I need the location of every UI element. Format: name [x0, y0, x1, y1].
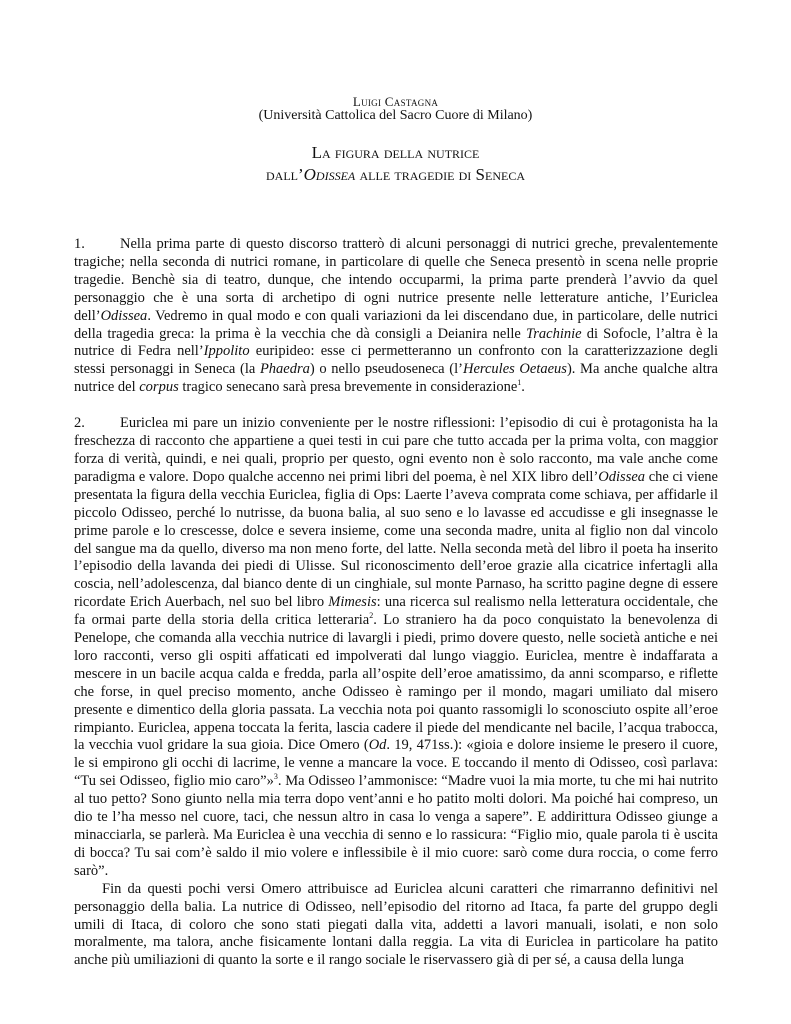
title-line-1: La figura della nutrice	[311, 143, 480, 162]
text-run: .	[521, 379, 525, 396]
footnote-ref: 3	[273, 772, 278, 782]
italic-term: Phaedra	[259, 361, 310, 378]
text-run: Euriclea mi pare un inizio conveniente per le nostre riflessioni: l’episodio di cui è protagonista ha la freschezza di racconto che appartiene a quei testi in cui pare che tutto accada per la prima volta, con maggior forza di verità, quindi, e nei quali, proprio per questo, ogni evento non è solo racconto, ma vale anche come paradigma e valore. Dopo qualche accenno nei primi libri del poema, è nel XIX libro dell’	[74, 415, 718, 485]
text-run: . 19, 471ss.): «gioia e dolore insieme le presero il cuore, le si empirono gli occhi di lacrime, le venne a mancare la voce. E toccando il mento di Odisseo, così parlava: “Tu sei Odisseo, figlio mio caro”»	[74, 737, 719, 790]
title-odissea: Odissea	[303, 165, 356, 184]
text-run: . Lo straniero ha da poco conquistato la benevolenza di Penelope, che comanda alla vecchia nutrice di lavargli i piedi, primo dovere questo, nelle società antiche e nei loro racconti, verso gli ospiti affaticati ed impolverati dal lungo viaggio. Euriclea, mentre è indaffarata a mescere in un bacile acqua calda e fredda, parla all’ospite dell’eroe amatissimo, da anni scomparso, e riflette che forse, in quel preciso momento, anche Odisseo è ramingo per il mondo, magari umiliato dal misero presente e dimentico della gloria passata. La vecchia nota poi quanto rassomigli lo sconosciuto ospite all’eroe rimpianto. Euriclea, appena toccata la ferita, lascia cadere il piede del mendicante nel bacile, l’acqua trabocca, la vecchia vuol gridare la sua gioia. Dice Omero (	[74, 612, 719, 754]
italic-term: Odissea	[100, 307, 148, 324]
author-affiliation: (Università Cattolica del Sacro Cuore di Milano)	[258, 108, 533, 123]
section-2	[74, 415, 718, 881]
section-text	[74, 415, 718, 879]
text-run: ) o nello pseudoseneca (l’	[309, 361, 463, 378]
italic-term: Od	[368, 737, 387, 754]
title-line-2-suffix: alle tragedie di Seneca	[355, 165, 526, 184]
section-number: 2.	[74, 415, 85, 432]
text-run: . Ma Odisseo l’ammonisce: “Madre vuoi la mia morte, tu che mi hai nutrito al tuo petto? Sono giunto nella mia terra dopo vent’anni e ho patito molti dolori. Ma poiché hai compreso, un dio te l’ha messo nel cuore, taci, che nessun altro in casa lo venga a sapere”. E addirittura Odisseo giunge a minacciarla, se parlerà. Ma Euriclea è una vecchia di senno e lo rassicura: “Figlio mio, quale parola ti è uscita di bocca? Tu sai com’è saldo il mio volere e inflessibile è il mio cuore: sarò come dura roccia, o come ferro sarò”.	[74, 773, 718, 879]
footnote-ref: 2	[369, 611, 374, 621]
continuation-paragraph: Fin da questi pochi versi Omero attribuisce ad Euriclea alcuni caratteri che rimarranno definitivi nel personaggio della balia. La nutrice di Odisseo, nell’episodio del ritorno ad Itaca, fa parte del gruppo degli umili di Itaca, di coloro che sono stati piegati dalla vita, addetti a lavori manuali, isolati, e non solo moralmente, ma talora, anche fisicamente lontani dalla reggia. La vita di Euriclea in particolare ha patito anche più umiliazioni di quanto la sorte e il rango sociale le riservassero già di per sé, a causa della lunga	[74, 880, 718, 969]
italic-term: Mimesis	[328, 594, 377, 611]
text-run: Nella prima parte di questo discorso tratterò di alcuni personaggi di nutrici greche, prevalentemente tragiche; nella seconda di nutrici romane, in particolare di quelle che Seneca presentò in scena nelle proprie tragedie. Benchè sia di teatro, dunque, che intendo occuparmi, la prima parte prenderà l’avvio da quel personaggio che è una sorta di archetipo di ogni nutrice presente nelle letterature antiche, l’Euriclea dell’	[74, 236, 718, 324]
section-number: 1.	[74, 236, 85, 252]
footnote-ref: 1	[517, 378, 522, 388]
title-line-2-prefix: dall’	[265, 165, 304, 184]
text-run: ). Ma anche qualche altra nutrice del	[74, 361, 718, 396]
italic-term: Odissea	[598, 468, 646, 485]
text-run: di Sofocle, l’altra è la nutrice di Fedra nell’	[74, 325, 718, 360]
title-line-2	[0, 164, 791, 186]
text-run: euripideo: esse ci permetteranno un confronto con la caratterizzazione degli stessi personaggi in Seneca (la	[74, 343, 718, 378]
italic-term: Hercules Oetaeus	[462, 361, 567, 378]
section-text	[74, 236, 718, 395]
text-run: tragico senecano sarà presa brevemente in considerazione	[178, 379, 518, 396]
body-text	[74, 236, 718, 970]
section-1	[74, 236, 718, 397]
italic-term: Ippolito	[203, 343, 250, 360]
text-run: che ci viene presentata la figura della vecchia Euriclea, figlia di Ops: Laerte l’aveva comprata come schiava, per affidarle il piccolo Odisseo, perché lo nutrisse, da buona balia, al suo seno e lo lavasse ed accudisse e gli insegnasse le prime parole e lo crescesse, dolce e severa insieme, come una seconda madre, unita al figlio non dal vincolo del sangue ma da quello, diverso ma non meno forte, del latte. Nella seconda metà del libro il poeta ha inserito l’episodio della lavanda dei piedi di Ulisse. Sul riconoscimento dell’eroe grazie alla cicatrice infertagli alla coscia, nell’adolescenza, dal bianco dente di un cinghiale, sul monte Parnaso, ha scritto pagine degne di essere ricordate Erich Auerbach, nel suo bel libro	[74, 468, 718, 611]
text-run: : una ricerca sul realismo nella letteratura occidentale, che fa ormai parte della storia della critica letteraria	[74, 594, 718, 629]
italic-term: Trachinie	[525, 325, 582, 342]
author-name: Luigi Castagna	[352, 94, 439, 109]
italic-term: corpus	[139, 379, 179, 396]
paper-title	[0, 142, 791, 186]
text-run: . Vedremo in qual modo e con quali variazioni da lei discendano due, in particolare, delle nutrici della tragedia greca: la prima è la vecchia che dà consigli a Deianira nelle	[74, 307, 718, 342]
